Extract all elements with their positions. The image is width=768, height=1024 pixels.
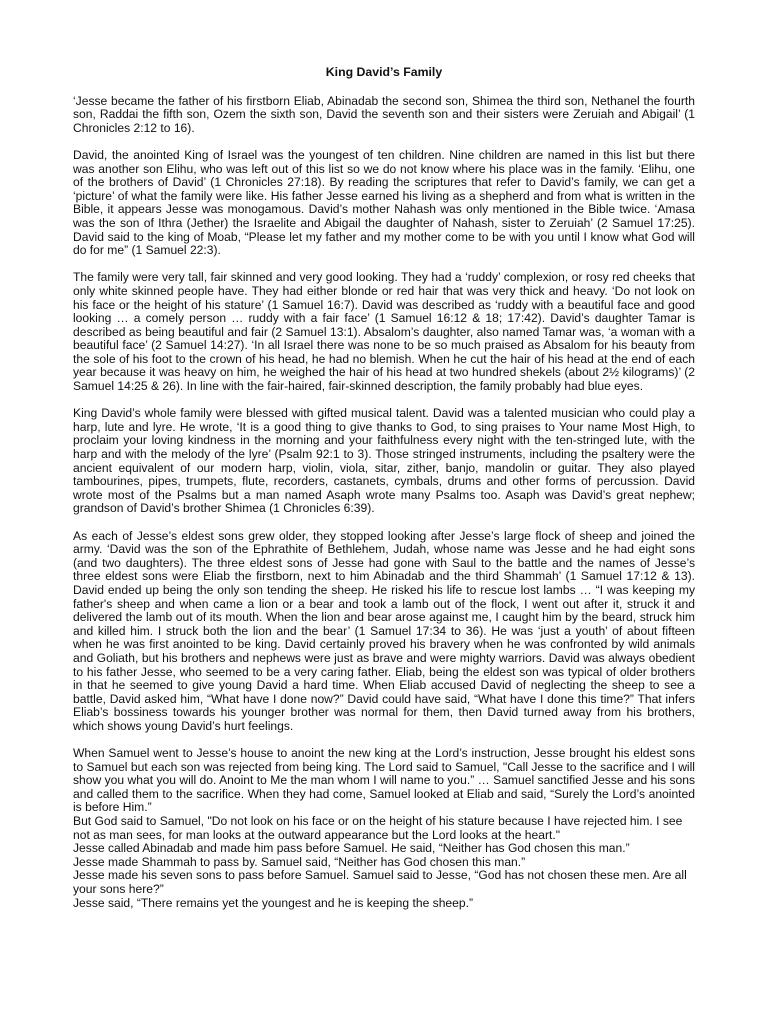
paragraph-shepherd-years: As each of Jesse’s eldest sons grew older, they stopped looking after Jesse’s large flock of sheep and joined the army. ‘David was the son of the Ephrathite of Bethlehem, Judah, whose name was Jesse and he had eight sons (and two daughters). The three eldest sons of Jesse had gone with Saul to the battle and the names of Jesse’s three eldest sons were Eliab the firstborn, next to him Abinadab and the third Shammah’ (1 Samuel 17:12 & 13). David ended up being the only son tending the sheep. He risked his life to rescue lost lambs … “I was keeping my father's sheep and when came a lion or a bear and took a lamb out of the flock, I went out after it, struck it and delivered the lamb out of its mouth. When the lion and bear arose against me, I caught him by the beard, struck him and killed him. I struck both the lion and the bear’ (1 Samuel 17:34 to 36). He was ‘just a youth’ of about fifteen when he was first anointed to be king. David certainly proved his bravery when he was confronted by wild animals and Goliath, but his brothers and nephews were just as brave and were mighty warriors. David was always obedient to his father Jesse, who seemed to be a very caring father. Eliab, being the eldest son was typical of older brothers in that he seemed to give young David a hard time. When Eliab accused David of neglecting the sheep to see a battle, David asked him, “What have I done now?” David could have said, “What have I done this time?” That infers Eliab’s bossiness towards his younger brother was normal for them, then David turned away from his brothers, which shows young David’s hurt feelings. — [73, 528, 695, 733]
line-shammah: Jesse made Shammah to pass by. Samuel said, “Neither has God chosen this man.” — [73, 854, 526, 869]
document-title: King David’s Family — [325, 65, 443, 79]
line-youngest-remains: Jesse said, “There remains yet the youngest and he is keeping the sheep.” — [73, 895, 473, 910]
line-god-speaks: But God said to Samuel, "Do not look on his face or on the height of his stature because I have rejected him. I see not as man sees, for man looks at the outward appearance but the Lord looks at the heart." — [73, 814, 683, 842]
paragraph-youngest-child: David, the anointed King of Israel was the youngest of ten children. Nine children are named in this list but there was another son Elihu, who was left out of this list so we do not know where his place was in the family. ‘Elihu, one of the brothers of David’ (1 Chronicles 27:18). By reading the scriptures that refer to David’s family, we can get a ‘picture’ of what the family were like. His father Jesse earned his living as a shepherd and from what is written in the Bible, it appears Jesse was monogamous. David’s mother Nahash was only mentioned in the Bible twice. ‘Amasa was the son of Ithra (Jether) the Israelite and Abigail the daughter of Nahash, sister to Zeruiah’ (2 Samuel 17:25). David said to the king of Moab, “Please let my father and my mother come to be with you until I know what God will do for me” (1 Samuel 22:3). — [73, 147, 695, 258]
paragraph-genealogy: ‘Jesse became the father of his firstborn Eliab, Abinadab the second son, Shimea the third son, Nethanel the fourth son, Raddai the fifth son, Ozem the sixth son, David the seventh son and their sisters were Zeruiah and Abigail’ (1 Chronicles 2:12 to 16). — [73, 93, 695, 135]
paragraph-appearance: The family were very tall, fair skinned and very good looking. They had a ‘ruddy’ complexion, or rosy red cheeks that only white skinned people have. They had either blonde or red hair that was very thick and heavy. ‘Do not look on his face or the height of his stature’ (1 Samuel 16:7). David was described as ‘ruddy with a beautiful face and good looking … a comely person … ruddy with a fair face’ (1 Samuel 16:12 & 18; 17:42). David’s daughter Tamar is described as being beautiful and fair (2 Samuel 13:1). Absalom’s daughter, also named Tamar was, ‘a woman with a beautiful face’ (2 Samuel 14:27). ‘In all Israel there was none to be so much praised as Absalom for his beauty from the sole of his foot to the crown of his head, he had no blemish. When he cut the hair of his head at the end of each year because it was heavy on him, he weighed the hair of his head at two hundred shekels (about 2½ kilograms)’ (2 Samuel 14:25 & 26). In line with the fair-haired, fair-skinned description, the family probably had blue eyes. — [73, 270, 695, 394]
line-seven-sons: Jesse made his seven sons to pass before Samuel. Samuel said to Jesse, “God has not chosen these men. Are all your sons here?” — [73, 868, 687, 897]
paragraph-samuel-visit: When Samuel went to Jesse’s house to anoint the new king at the Lord’s instruction, Jesse brought his eldest sons to Samuel but each son was rejected from being king. The Lord said to Samuel, "Call Jesse to the sacrifice and I will show you what you will do. Anoint to Me the man whom I will name to you.” … Samuel sanctified Jesse and his sons and called them to the sacrifice. When they had come, Samuel looked at Eliab and said, “Surely the Lord’s anointed is before Him.” — [73, 746, 695, 815]
line-abinadab: Jesse called Abinadab and made him pass before Samuel. He said, “Neither has God chosen this man.” — [73, 841, 630, 856]
paragraph-musical-talent: King David’s whole family were blessed with gifted musical talent. David was a talented musician who could play a harp, lute and lyre. He wrote, ‘It is a good thing to give thanks to God, to sing praises to Your name Most High, to proclaim your loving kindness in the morning and your faithfulness every night with the ten-stringed lute, with the harp and with the melody of the lyre’ (Psalm 92:1 to 3). Those stringed instruments, including the psaltery were the ancient equivalent of our modern harp, violin, viola, sitar, zither, banjo, mandolin or guitar. They also played tambourines, pipes, trumpets, flute, recorders, castanets, cymbals, drums and other forms of percussion. David wrote most of the Psalms but a man named Asaph wrote many Psalms too. Asaph was David’s great nephew; grandson of David’s brother Shimea (1 Chronicles 6:39). — [73, 406, 695, 516]
